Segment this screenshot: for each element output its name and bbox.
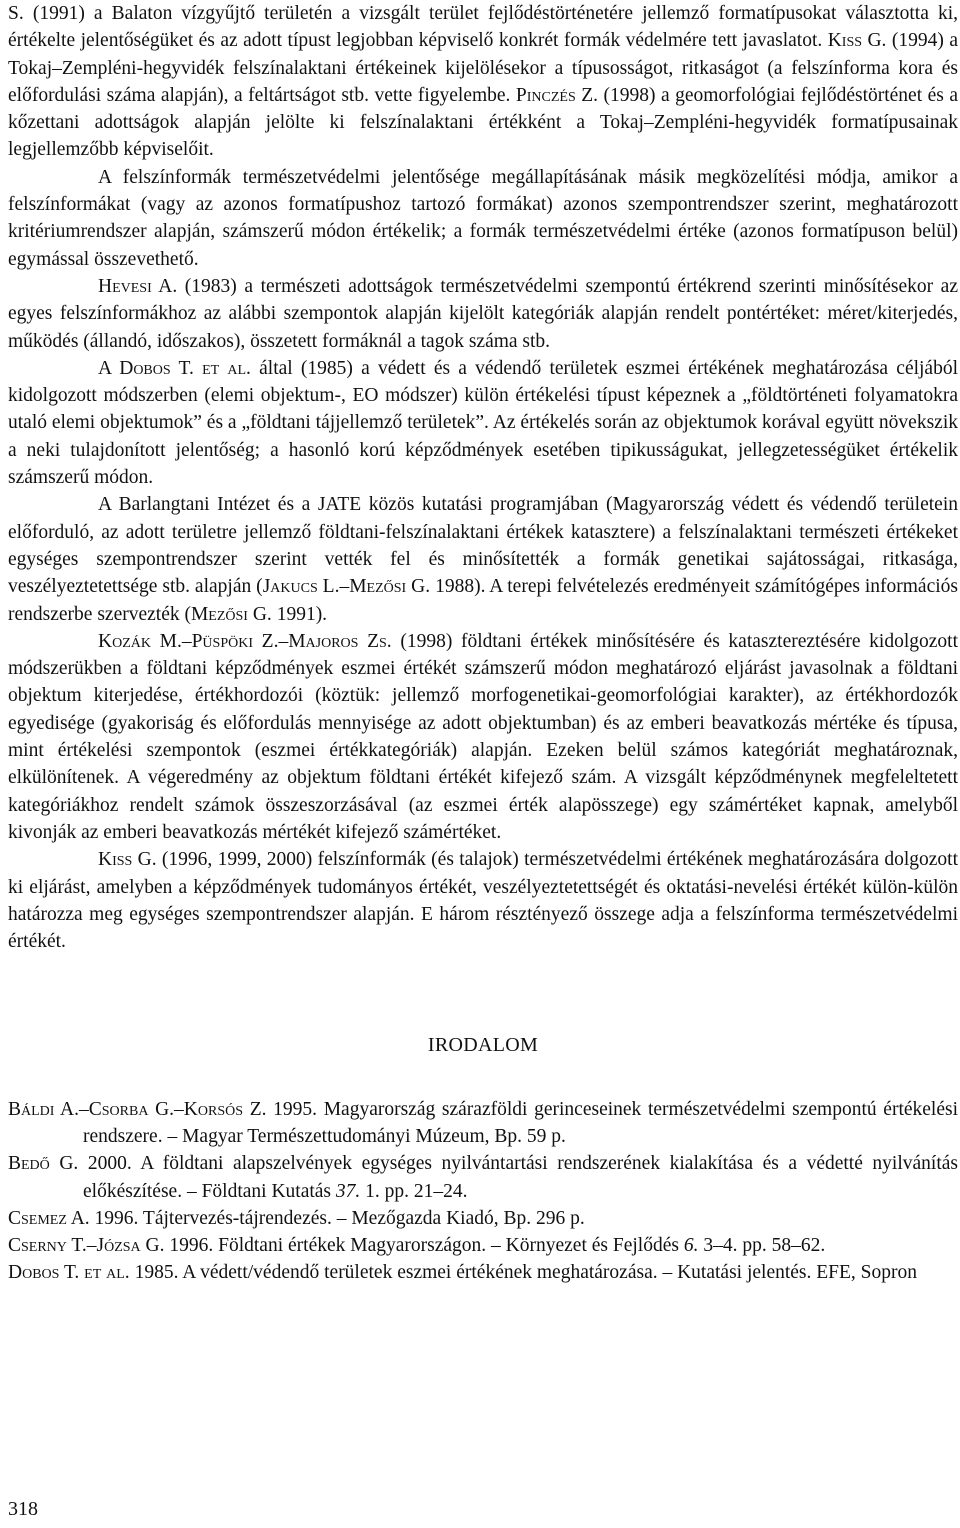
paragraph-text: (1998) a geomorfológiai fejlődéstörténet és a kőzettani adottságok alapján jelölte ki felszínalaktani értékként a Tokaj–Zempléni-hegyvidék formatípusainak legjellemzőbb képviselőit.	[8, 84, 958, 161]
paragraph-text: S. (1991) a Balaton vízgyűjtő területén a vizsgált terület fejlődéstörténetére jellemző formatípusokat választotta ki, értékelte jelentőségüket és az adott típust legjobban képviselő konkrét formák védelmére tett javaslatot.	[8, 3, 958, 52]
reference-author: Csemez A.	[8, 1207, 90, 1229]
author-name: Jakucs L.–Mezősi G.	[262, 576, 431, 598]
reference-text: 1985. A védett/védendő területek eszmei értékének meghatározása. – Kutatási jelentés. EFE, Sopron	[129, 1262, 918, 1284]
author-name: Mezősi G.	[190, 603, 272, 625]
reference-text: 2000. A földtani alapszelvények egységes nyilvántartási rendszerének kialakítása és a védetté nyilvánítás előkészítése. – Földtani Kutatás	[78, 1153, 958, 1202]
reference-text: 1996. Tájtervezés-tájrendezés. – Mezőgazda Kiadó, Bp. 296 p.	[89, 1207, 585, 1229]
reference-author: Báldi A.–Csorba G.–Korsós Z.	[8, 1098, 267, 1120]
reference-item	[8, 1205, 958, 1232]
paragraph-5	[8, 491, 958, 627]
author-name: Kozák M.–Püspöki Z.–Majoros Zs.	[98, 630, 392, 652]
reference-item	[8, 1150, 958, 1205]
reference-item	[8, 1259, 958, 1286]
reference-author: Dobos T. et al.	[8, 1262, 130, 1284]
page-body	[8, 0, 958, 1287]
reference-item	[8, 1232, 958, 1259]
paragraph-4	[8, 355, 958, 491]
paragraph-text: (1983) a természeti adottságok természetvédelmi szempontú értékrend szerinti minősítésekor az egyes felszínformákhoz az alábbi szempontok alapján kijelölt kategóriák alapján rendelt pontértéket: méret/kiterjedés, működés (állandó, időszakos), összetett formáknál a tagok száma stb.	[8, 275, 958, 352]
paragraph-text: (1998) földtani értékek minősítésére és katasztereztésére kidolgozott módszerükben a földtani képződmények eszmei értékét számszerű módon meghatározó eljárást javasolnak a földtani objektum kiterjedése, értékhordozói (köztük: jellemző morfogenetikai-geomorfológiai karakter), az értékhordozók egyedisége (gyakoriság és előfordulás mennyisége az adott objektumban) és az emberi beavatkozás mértéke és típusa, mint értékelési szempontok (eszmei értékkategóriák) alapján. Ezeken belül számos kategóriát meghatároznak, elkülönítenek. A végeredmény az objektum földtani értékét kifejező szám. A vizsgált képződménynek megfeleltetett kategóriákhoz rendelt számok összeszorzásával (az eszmei érték alapösszege) egy számértéket kapnak, amelyből kivonják az emberi beavatkozás mértékét kifejező számértéket.	[8, 630, 958, 843]
author-name: Pinczés Z.	[515, 84, 599, 106]
author-name: Kiss G.	[827, 30, 887, 52]
section-heading: IRODALOM	[427, 1034, 539, 1057]
paragraph-text: 1991).	[271, 603, 328, 625]
reference-volume: 37.	[335, 1180, 361, 1202]
paragraph-text: A Barlangtani Intézet és a JATE közös kutatási programjában (Magyarország védett és védendő területein előforduló, az adott területre jellemző földtani-felszínalaktani értékek katasztere) a felszínalaktani természeti értékeket egységes szempontrendszer szerint vették fel és minősítették a formák genetikai sajátosságai, ritkasága, veszélyeztetettsége stb. alapján (	[8, 494, 958, 598]
reference-list	[8, 1096, 958, 1287]
paragraph-text: (1996, 1999, 2000) felszínformák (és talajok) természetvédelmi értékének meghatározására dolgozott ki eljárást, amelyben a képződmények tudományos értékét, veszélyeztetettségét és oktatási-nevelési értékét külön-külön határozza meg egységes szempontrendszer alapján. E három résztényező összege adja a felszínforma természetvédelmi értékét.	[8, 849, 958, 953]
author-name: Dobos T. et al.	[119, 357, 251, 379]
author-name: Kiss G.	[98, 849, 157, 871]
paragraph-3	[8, 273, 958, 355]
reference-author: Bedő G.	[8, 1153, 79, 1175]
author-name: Hevesi A.	[98, 275, 178, 297]
paragraph-7	[8, 846, 958, 955]
paragraph-text: 1988). A terepi felvételezés eredményeit számítógépes információs rendszerbe szervezték (	[8, 576, 959, 625]
paragraph-text: által (1985) a védett és a védendő területek eszmei értékének meghatározása céljából kidolgozott módszerben (elemi objektum-, EO módszer) külön értékelési típust képeznek a „földtörténeti folyamatokra utaló elemi objektumok” és a „földtani tájjellemző területek”. Az értékelés során az objektumok korával együtt növekszik a neki tulajdonított jelentőség; a hasonló korú képződmények esetében tipikusságukat, jellegzetességüket értékelik számszerű módon.	[8, 357, 959, 489]
reference-text: 1. pp. 21–24.	[360, 1180, 468, 1202]
paragraph-1	[8, 0, 958, 164]
reference-author: Cserny T.–Józsa G.	[8, 1235, 165, 1257]
paragraph-text: A	[98, 357, 120, 379]
reference-volume: 6.	[683, 1235, 699, 1257]
page-number: 318	[8, 1498, 38, 1520]
paragraph-6	[8, 628, 958, 846]
reference-text: 3–4. pp. 58–62.	[698, 1235, 826, 1257]
reference-text: 1996. Földtani értékek Magyarországon. – Környezet és Fejlődés	[164, 1235, 684, 1257]
reference-text: 1995. Magyarország szárazföldi gerinceseinek természetvédelmi szempontú értékelési rendszere. – Magyar Természettudományi Múzeum, Bp. 59 p.	[83, 1098, 959, 1147]
paragraph-2: A felszínformák természetvédelmi jelentősége megállapításának másik megközelítési módja, amikor a felszínformákat (vagy az azonos formatípushoz tartozó formákat) azonos szempontrendszer szerint, meghatározott kritériumrendszer alapján, számszerű módon értékelik; a formák természetvédelmi értéke (azonos formatípuson belül) egymással összevethető.	[8, 166, 958, 270]
reference-item	[8, 1096, 958, 1151]
paragraph-text: (1994) a Tokaj–Zempléni-hegyvidék felszínalaktani értékeinek kijelölésekor a típusosságot, ritkaságot (a felszínforma kora és előfordulási száma alapján), a feltártságot stb. vette figyelembe.	[8, 30, 958, 106]
